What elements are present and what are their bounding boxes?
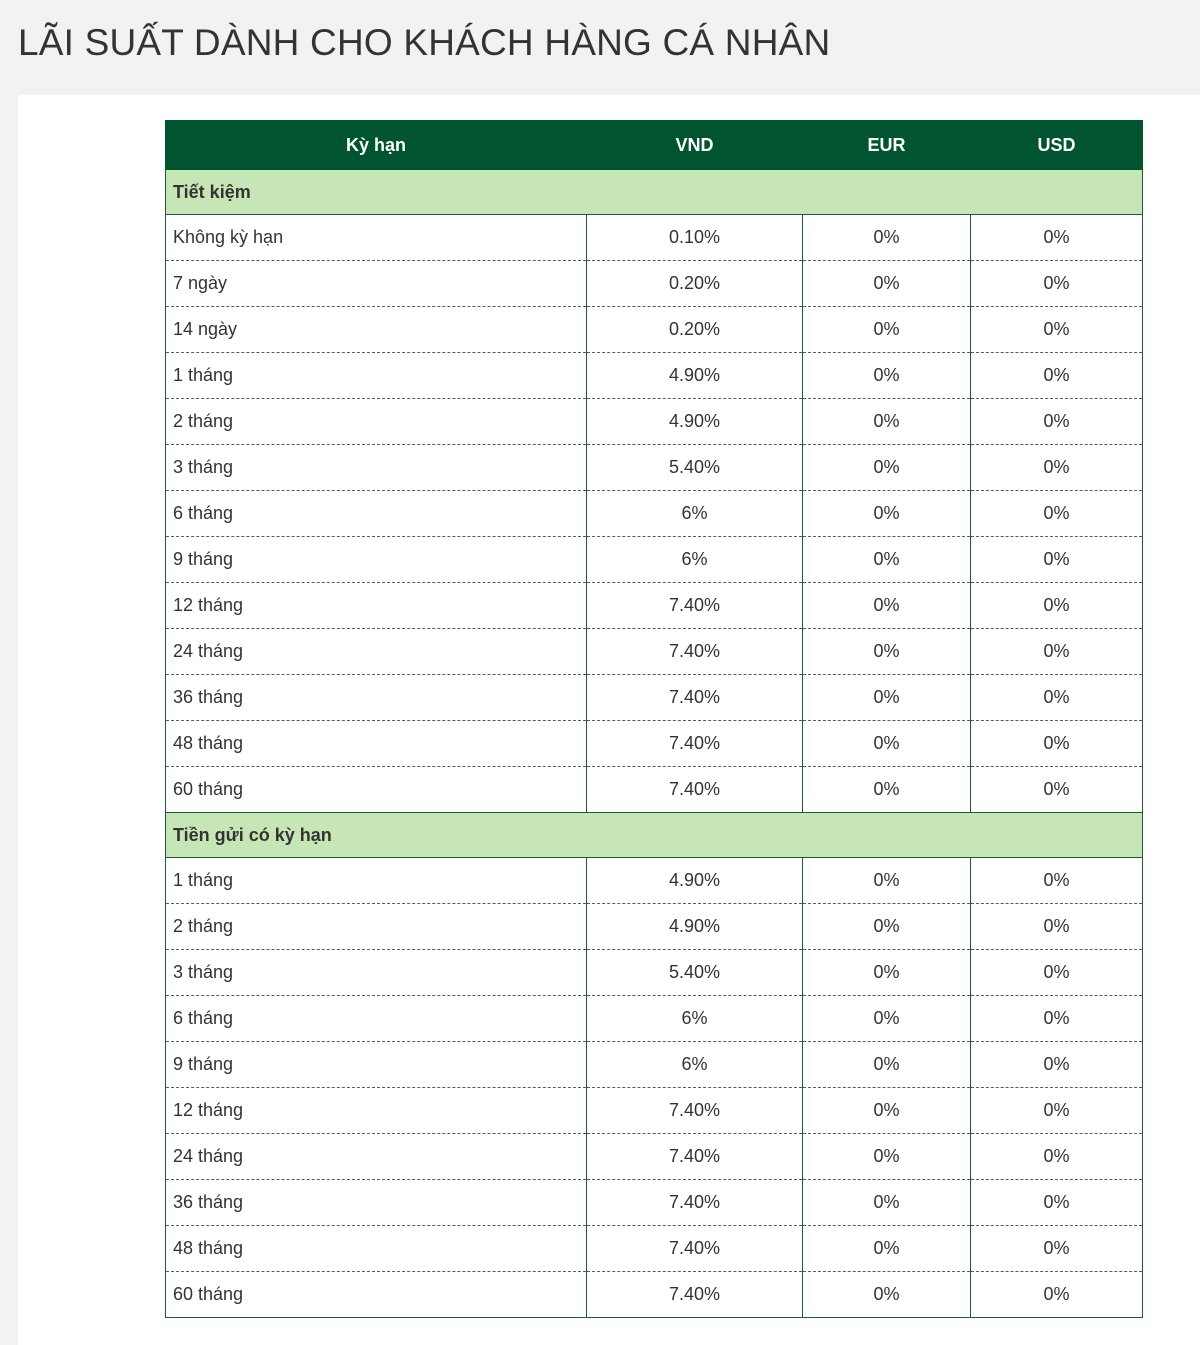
usd-rate-cell: 0%: [971, 445, 1143, 491]
section-row: [166, 813, 1143, 858]
term-cell: 60 tháng: [166, 1272, 587, 1318]
term-cell: 36 tháng: [166, 675, 587, 721]
usd-rate-cell: 0%: [971, 767, 1143, 813]
eur-rate-cell: 0%: [803, 721, 971, 767]
usd-rate-cell: 0%: [971, 1088, 1143, 1134]
table-row: [166, 950, 1143, 996]
usd-rate-cell: 0%: [971, 950, 1143, 996]
eur-rate-cell: 0%: [803, 950, 971, 996]
usd-rate-cell: 0%: [971, 537, 1143, 583]
vnd-rate-cell: 6%: [587, 537, 803, 583]
vnd-rate-cell: 7.40%: [587, 629, 803, 675]
eur-rate-cell: 0%: [803, 858, 971, 904]
term-cell: 60 tháng: [166, 767, 587, 813]
eur-rate-cell: 0%: [803, 767, 971, 813]
vnd-rate-cell: 4.90%: [587, 353, 803, 399]
vnd-rate-cell: 4.90%: [587, 858, 803, 904]
table-row: [166, 1042, 1143, 1088]
vnd-rate-cell: 0.20%: [587, 261, 803, 307]
table-row: [166, 215, 1143, 261]
content-card: [18, 95, 1200, 1345]
usd-rate-cell: 0%: [971, 1226, 1143, 1272]
term-cell: 3 tháng: [166, 445, 587, 491]
eur-rate-cell: 0%: [803, 215, 971, 261]
table-row: [166, 721, 1143, 767]
vnd-rate-cell: 0.10%: [587, 215, 803, 261]
eur-rate-cell: 0%: [803, 445, 971, 491]
term-cell: 2 tháng: [166, 399, 587, 445]
table-row: [166, 1088, 1143, 1134]
eur-rate-cell: 0%: [803, 307, 971, 353]
usd-rate-cell: 0%: [971, 1134, 1143, 1180]
table-row: [166, 1134, 1143, 1180]
term-cell: 48 tháng: [166, 1226, 587, 1272]
vnd-rate-cell: 5.40%: [587, 445, 803, 491]
table-row: [166, 445, 1143, 491]
vnd-rate-cell: 6%: [587, 996, 803, 1042]
term-cell: 6 tháng: [166, 491, 587, 537]
usd-rate-cell: 0%: [971, 1180, 1143, 1226]
page-title: LÃI SUẤT DÀNH CHO KHÁCH HÀNG CÁ NHÂN: [18, 22, 831, 63]
eur-rate-cell: 0%: [803, 491, 971, 537]
term-cell: 24 tháng: [166, 629, 587, 675]
term-cell: 12 tháng: [166, 1088, 587, 1134]
vnd-rate-cell: 0.20%: [587, 307, 803, 353]
table-row: [166, 1180, 1143, 1226]
section-row: [166, 170, 1143, 215]
usd-rate-cell: 0%: [971, 904, 1143, 950]
term-cell: 6 tháng: [166, 996, 587, 1042]
usd-rate-cell: 0%: [971, 858, 1143, 904]
term-cell: 7 ngày: [166, 261, 587, 307]
vnd-rate-cell: 6%: [587, 491, 803, 537]
eur-rate-cell: 0%: [803, 1042, 971, 1088]
eur-rate-cell: 0%: [803, 1272, 971, 1318]
table-row: [166, 491, 1143, 537]
term-cell: 14 ngày: [166, 307, 587, 353]
usd-rate-cell: 0%: [971, 261, 1143, 307]
table-row: [166, 629, 1143, 675]
table-row: [166, 904, 1143, 950]
usd-rate-cell: 0%: [971, 629, 1143, 675]
table-row: [166, 996, 1143, 1042]
term-cell: 9 tháng: [166, 537, 587, 583]
table-row: [166, 353, 1143, 399]
vnd-rate-cell: 7.40%: [587, 767, 803, 813]
usd-rate-cell: 0%: [971, 307, 1143, 353]
term-cell: 12 tháng: [166, 583, 587, 629]
eur-rate-cell: 0%: [803, 537, 971, 583]
term-cell: 36 tháng: [166, 1180, 587, 1226]
eur-rate-cell: 0%: [803, 1180, 971, 1226]
section-title: Tiền gửi có kỳ hạn: [166, 813, 1143, 858]
eur-rate-cell: 0%: [803, 1226, 971, 1272]
term-cell: 3 tháng: [166, 950, 587, 996]
usd-rate-cell: 0%: [971, 721, 1143, 767]
usd-rate-cell: 0%: [971, 1042, 1143, 1088]
vnd-rate-cell: 7.40%: [587, 583, 803, 629]
usd-rate-cell: 0%: [971, 1272, 1143, 1318]
table-row: [166, 261, 1143, 307]
table-row: [166, 537, 1143, 583]
eur-rate-cell: 0%: [803, 261, 971, 307]
term-cell: 24 tháng: [166, 1134, 587, 1180]
term-cell: Không kỳ hạn: [166, 215, 587, 261]
eur-rate-cell: 0%: [803, 904, 971, 950]
table-header-row: [166, 121, 1143, 170]
eur-rate-cell: 0%: [803, 675, 971, 721]
vnd-rate-cell: 7.40%: [587, 675, 803, 721]
term-cell: 2 tháng: [166, 904, 587, 950]
term-cell: 48 tháng: [166, 721, 587, 767]
eur-rate-cell: 0%: [803, 399, 971, 445]
table-row: [166, 1272, 1143, 1318]
usd-rate-cell: 0%: [971, 491, 1143, 537]
vnd-rate-cell: 4.90%: [587, 904, 803, 950]
vnd-rate-cell: 7.40%: [587, 1088, 803, 1134]
vnd-rate-cell: 5.40%: [587, 950, 803, 996]
header-term: Kỳ hạn: [166, 121, 587, 170]
vnd-rate-cell: 7.40%: [587, 1226, 803, 1272]
table-row: [166, 307, 1143, 353]
vnd-rate-cell: 7.40%: [587, 1180, 803, 1226]
eur-rate-cell: 0%: [803, 1134, 971, 1180]
usd-rate-cell: 0%: [971, 353, 1143, 399]
term-cell: 9 tháng: [166, 1042, 587, 1088]
usd-rate-cell: 0%: [971, 215, 1143, 261]
usd-rate-cell: 0%: [971, 996, 1143, 1042]
usd-rate-cell: 0%: [971, 675, 1143, 721]
eur-rate-cell: 0%: [803, 583, 971, 629]
usd-rate-cell: 0%: [971, 583, 1143, 629]
table-row: [166, 767, 1143, 813]
table-row: [166, 399, 1143, 445]
vnd-rate-cell: 7.40%: [587, 1134, 803, 1180]
eur-rate-cell: 0%: [803, 629, 971, 675]
vnd-rate-cell: 7.40%: [587, 1272, 803, 1318]
header-usd: USD: [971, 121, 1143, 170]
eur-rate-cell: 0%: [803, 996, 971, 1042]
table-body: [166, 170, 1143, 1318]
interest-rate-table: [165, 120, 1143, 1318]
eur-rate-cell: 0%: [803, 353, 971, 399]
vnd-rate-cell: 6%: [587, 1042, 803, 1088]
vnd-rate-cell: 7.40%: [587, 721, 803, 767]
table-row: [166, 583, 1143, 629]
term-cell: 1 tháng: [166, 353, 587, 399]
usd-rate-cell: 0%: [971, 399, 1143, 445]
table-row: [166, 1226, 1143, 1272]
header-eur: EUR: [803, 121, 971, 170]
section-title: Tiết kiệm: [166, 170, 1143, 215]
header-vnd: VND: [587, 121, 803, 170]
term-cell: 1 tháng: [166, 858, 587, 904]
table-row: [166, 858, 1143, 904]
vnd-rate-cell: 4.90%: [587, 399, 803, 445]
table-row: [166, 675, 1143, 721]
eur-rate-cell: 0%: [803, 1088, 971, 1134]
